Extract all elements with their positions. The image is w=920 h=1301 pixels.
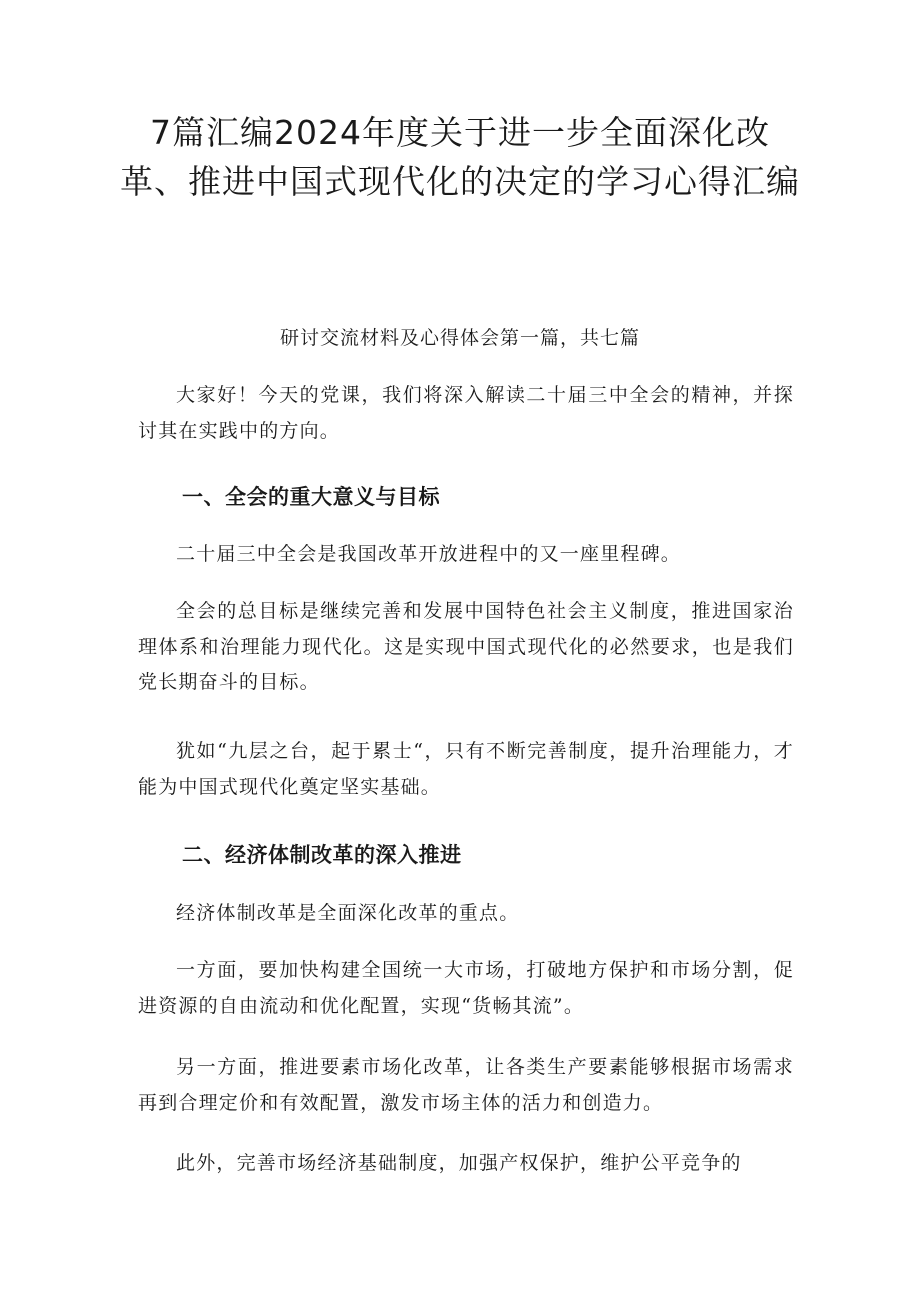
- paragraph-greeting: 大家好！今天的党课，我们将深入解读二十届三中全会的精神，并探讨其在实践中的方向。: [138, 384, 794, 442]
- paragraph-overall-goal: 全会的总目标是继续完善和发展中国特色社会主义制度，推进国家治理体系和治理能力现代化。这是实现中国式现代化的必然要求，也是我们党长期奋斗的目标。: [138, 600, 794, 693]
- paragraph-metaphor: 犹如“九层之台，起于累士“，只有不断完善制度，提升治理能力，才能为中国式现代化奠定坚实基础。: [138, 740, 794, 798]
- paragraph-unified-market: 一方面，要加快构建全国统一大市场，打破地方保护和市场分割，促进资源的自由流动和优化配置，实现“货畅其流”。: [138, 959, 794, 1017]
- section-heading-2: 二、经济体制改革的深入推进: [182, 843, 462, 867]
- document-subtitle: 研讨交流材料及心得体会第一篇，共七篇: [279, 327, 640, 349]
- paragraph-milestone: 二十届三中全会是我国改革开放进程中的又一座里程碑。: [176, 543, 682, 565]
- paragraph-market-foundation: 此外，完善市场经济基础制度，加强产权保护，维护公平竞争的: [176, 1152, 742, 1174]
- document-title: 7篇汇编2024年度关于进一步全面深化改革、推进中国式现代化的决定的学习心得汇编: [120, 113, 800, 201]
- paragraph-economic-focus: 经济体制改革是全面深化改革的重点。: [176, 902, 520, 924]
- paragraph-factor-market: 另一方面，推进要素市场化改革，让各类生产要素能够根据市场需求再到合理定价和有效配置，激发市场主体的活力和创造力。: [138, 1056, 794, 1114]
- section-heading-1: 一、全会的重大意义与目标: [182, 485, 440, 509]
